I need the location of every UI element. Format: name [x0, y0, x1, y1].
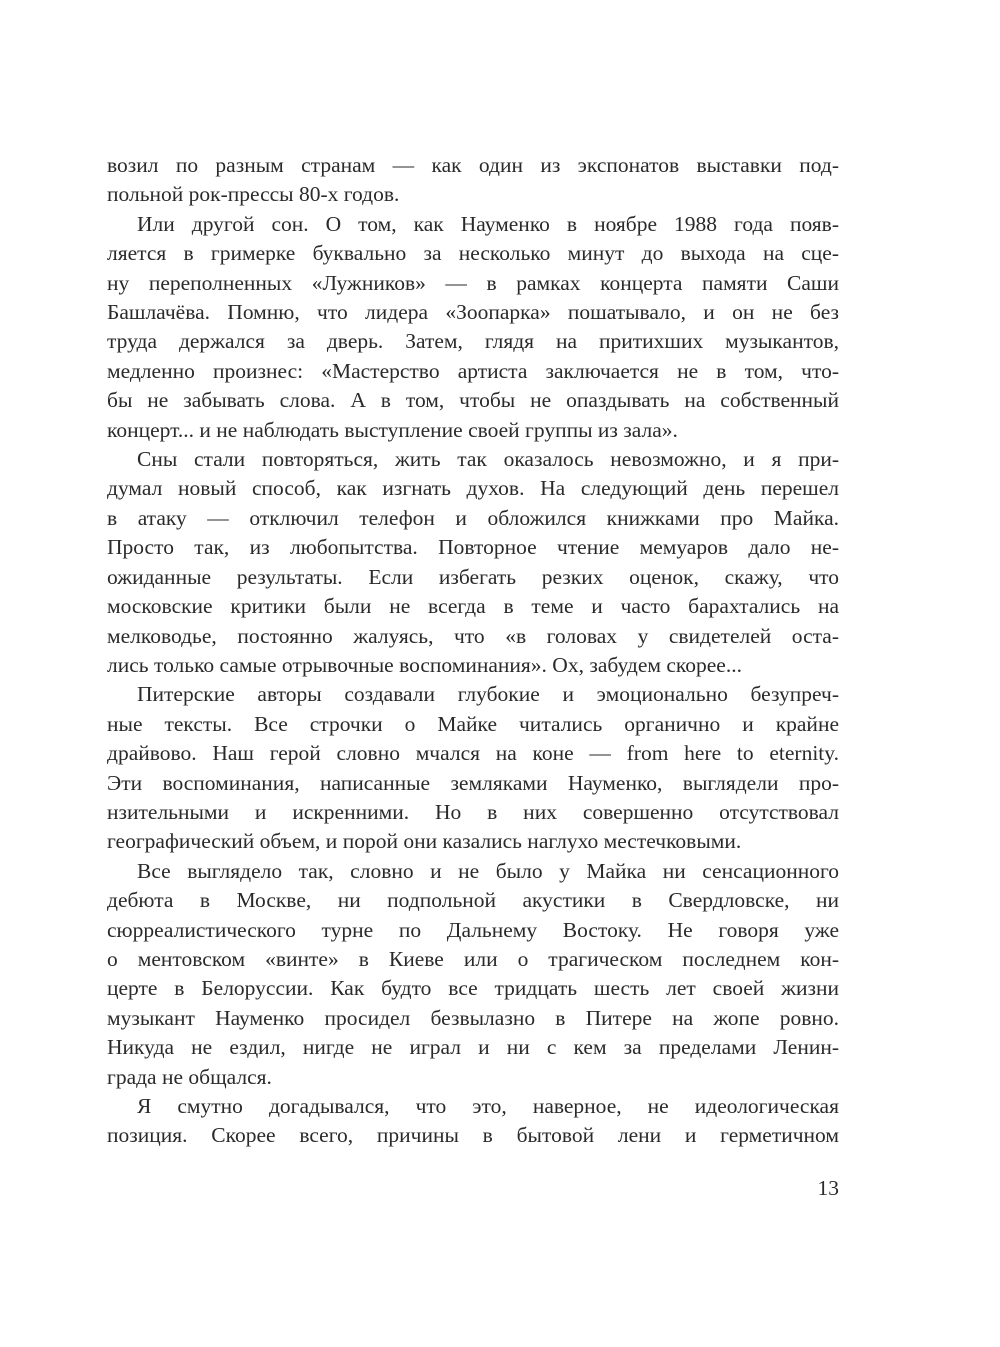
text-line: нзительными и искренними. Но в них совершенно отсутствовал — [107, 799, 839, 824]
paragraph — [107, 210, 839, 445]
text-line: Сны стали повторяться, жить так оказалось невозможно, и я при- — [137, 447, 839, 472]
text-line: Или другой сон. О том, как Науменко в ноябре 1988 года появ- — [137, 211, 839, 236]
text-line: о ментовском «винте» в Киеве или о трагическом последнем кон- — [107, 946, 839, 971]
text-line: Я смутно догадывался, что это, наверное, не идеологическая — [137, 1094, 839, 1118]
text-line: возил по разным странам — как один из экспонатов выставки под- — [107, 153, 839, 177]
text-line: лись только самые отрывочные воспоминания». Ох, забудем скорее... — [107, 652, 742, 677]
text-line: церте в Белоруссии. Как будто все тридцать шесть лет своей жизни — [107, 976, 839, 1001]
text-line: географический объем, и порой они казались наглухо местечковыми. — [107, 829, 742, 854]
text-line: музыкант Науменко просидел безвылазно в Питере на жопе ровно. — [107, 1005, 839, 1030]
text-line: Башлачёва. Помню, что лидера «Зоопарка» пошатывало, и он не без — [107, 300, 839, 325]
text-line: Все выглядело так, словно и не было у Майка ни сенсационного — [137, 858, 839, 883]
text-line: концерт... и не наблюдать выступление своей группы из зала». — [107, 417, 678, 442]
text-line: Никуда не ездил, нигде не играл и ни с кем за пределами Ленин- — [107, 1035, 839, 1060]
text-line: думал новый способ, как изгнать духов. На следующий день перешел — [107, 476, 839, 501]
text-line: польной рок-прессы 80-х годов. — [107, 182, 400, 207]
paragraph — [107, 445, 839, 680]
text-line: ные тексты. Все строчки о Майке читались органично и крайне — [107, 711, 839, 736]
page-number: 13 — [817, 1176, 839, 1200]
text-line: драйвово. Наш герой словно мчался на коне — from here to eternity. — [107, 741, 839, 766]
text-line: Питерские авторы создавали глубокие и эмоционально безупреч- — [137, 682, 839, 707]
text-line: Просто так, из любопытства. Повторное чтение мемуаров дало не- — [107, 535, 839, 560]
body-text — [107, 151, 839, 1151]
text-line: труда держался за дверь. Затем, глядя на притихших музыкантов, — [107, 329, 839, 354]
text-line: града не общался. — [107, 1064, 272, 1089]
paragraph — [107, 680, 839, 856]
text-line: в атаку — отключил телефон и обложился книжками про Майка. — [107, 505, 839, 530]
text-line: медленно произнес: «Мастерство артиста заключается не в том, что- — [107, 358, 839, 383]
text-line: ну переполненных «Лужников» — в рамках концерта памяти Саши — [107, 270, 839, 295]
text-line: ожиданные результаты. Если избегать резких оценок, скажу, что — [107, 564, 839, 589]
text-line: ляется в гримерке буквально за несколько минут до выхода на сце- — [107, 241, 839, 266]
text-line: сюрреалистического турне по Дальнему Востоку. Не говоря уже — [107, 917, 839, 942]
paragraph — [107, 1092, 839, 1151]
paragraph — [107, 857, 839, 1092]
text-line: позиция. Скорее всего, причины в бытовой лени и герметичном — [107, 1123, 839, 1148]
text-line: Эти воспоминания, написанные земляками Науменко, выглядели про- — [107, 770, 839, 795]
text-line: дебюта в Москве, ни подпольной акустики в Свердловске, ни — [107, 888, 839, 913]
text-line: мелководье, постоянно жалуясь, что «в головах у свидетелей оста- — [107, 623, 839, 648]
paragraph — [107, 151, 839, 210]
text-line: московские критики были не всегда в теме и часто барахтались на — [107, 594, 839, 619]
text-line: бы не забывать слова. А в том, чтобы не опаздывать на собственный — [107, 388, 839, 413]
